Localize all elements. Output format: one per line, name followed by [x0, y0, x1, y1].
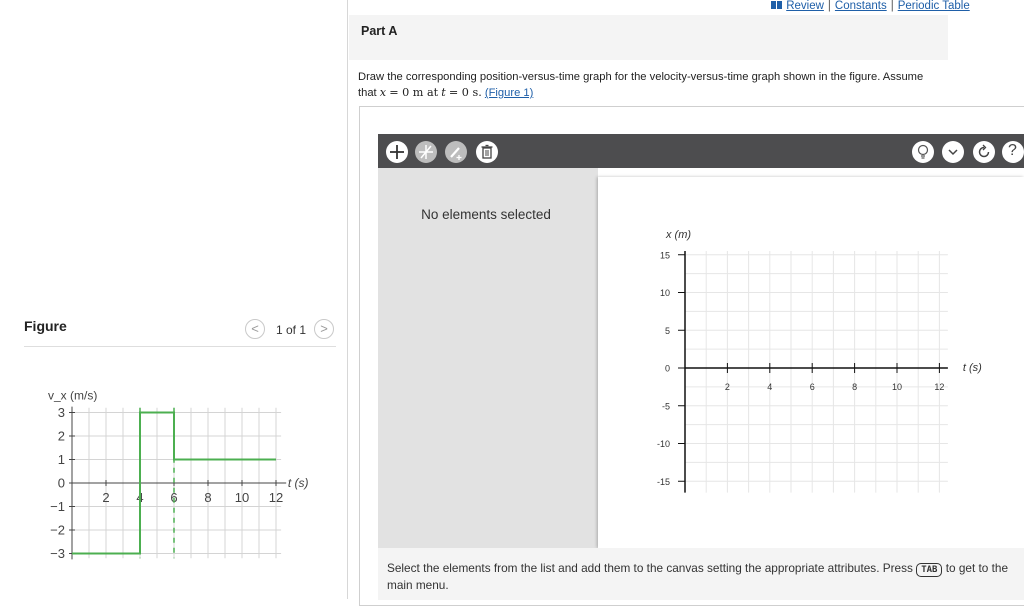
question-line-1: Draw the corresponding position-versus-time graph for the velocity-versus-time graph shown in the figure. Assume [358, 71, 924, 83]
review-link[interactable]: Review [786, 0, 824, 12]
vt-y-tick-label: −3 [50, 546, 65, 561]
position-time-graph[interactable] [598, 177, 1024, 548]
tab-key-badge: TAB [916, 563, 942, 577]
xt-y-tick-label: -15 [656, 476, 670, 487]
pencil-plus-icon [445, 141, 467, 163]
status-text [387, 560, 1024, 594]
cross-pick-icon [415, 141, 437, 163]
book-icon [771, 0, 783, 8]
vt-y-tick-label: 3 [57, 405, 65, 420]
chevron-right-icon: > [320, 321, 328, 336]
hint-button[interactable] [912, 141, 934, 163]
xt-x-tick-label: 12 [934, 382, 945, 392]
elements-panel [378, 168, 598, 548]
figure-title: Figure [24, 318, 67, 334]
reset-icon [973, 141, 995, 163]
xt-grid [685, 251, 948, 493]
vt-x-tick-label: 12 [268, 490, 284, 505]
help-button[interactable] [1002, 141, 1024, 163]
prev-figure-button[interactable] [245, 319, 265, 339]
constants-link[interactable]: Constants [834, 0, 887, 12]
vt-y-axis-label: v_x (m/s) [48, 388, 98, 403]
xt-x-tick-label: 6 [809, 382, 815, 392]
question-eq2: = 0 s. [448, 86, 482, 99]
question-word: that [358, 87, 377, 99]
vt-x-tick-label: 4 [136, 490, 144, 505]
var-t: t [441, 86, 446, 99]
figure-counter: 1 of 1 [276, 323, 307, 337]
question-text [358, 70, 958, 101]
var-x: x [379, 86, 387, 99]
link-separator: | [890, 0, 894, 12]
part-header [349, 15, 948, 60]
trash-icon [476, 141, 498, 163]
xt-y-tick-label: 10 [659, 288, 670, 298]
options-dropdown-button[interactable] [942, 141, 964, 163]
edit-point-tool-button[interactable] [445, 141, 467, 163]
vt-x-tick-label: 6 [170, 490, 178, 505]
xt-x-tick-label: 8 [852, 382, 858, 392]
xt-y-tick-label: -5 [661, 401, 670, 412]
chevron-left-icon: < [251, 321, 259, 336]
lightbulb-icon [912, 141, 934, 163]
question-eq1: = 0 m at [389, 86, 439, 99]
reset-button[interactable] [973, 141, 995, 163]
xt-y-tick-label: 15 [659, 250, 670, 261]
xt-x-tick-label: 2 [724, 382, 730, 392]
xt-y-axis-label: x (m) [666, 228, 692, 241]
vt-y-tick-label: 2 [57, 428, 65, 444]
question-mark-icon: ? [1008, 142, 1017, 159]
part-label: Part A [361, 24, 398, 38]
no-elements-text: No elements selected [421, 207, 551, 222]
vt-x-tick-label: 10 [234, 490, 250, 505]
status-text-after: to get to the main menu. [387, 561, 1009, 592]
vt-x-tick-label: 2 [102, 490, 110, 505]
drawing-canvas[interactable] [598, 177, 1024, 548]
xt-x-tick-label: 10 [891, 382, 903, 392]
add-tool-button[interactable] [386, 141, 408, 163]
vt-y-tick-label: 0 [57, 475, 65, 491]
next-figure-button[interactable] [314, 319, 334, 339]
status-text-before: Select the elements from the list and add them to the canvas setting the appropriate attributes. Press [387, 561, 913, 575]
resource-links [771, 0, 970, 12]
velocity-time-graph [0, 375, 345, 565]
vt-y-tick-label: 1 [57, 452, 65, 467]
select-tool-button[interactable] [415, 141, 437, 163]
xt-y-tick-label: 5 [664, 325, 670, 336]
link-separator: | [827, 0, 831, 12]
xt-y-tick-label: -10 [656, 439, 670, 449]
chevron-down-icon [942, 141, 964, 163]
pane-divider [347, 0, 348, 599]
plus-icon [386, 141, 408, 163]
vt-x-axis-label: t (s) [287, 476, 309, 490]
figure-link[interactable]: (Figure 1) [484, 87, 534, 99]
vt-y-tick-label: −1 [50, 499, 65, 514]
xt-x-tick-label: 4 [767, 382, 773, 392]
delete-tool-button[interactable] [476, 141, 498, 163]
periodic-table-link[interactable]: Periodic Table [897, 0, 970, 12]
vt-x-tick-label: 8 [204, 490, 212, 505]
vt-y-tick-label: −2 [50, 522, 65, 538]
xt-x-axis-label: t (s) [962, 362, 982, 374]
xt-y-tick-label: 0 [664, 363, 670, 374]
figure-rule [24, 346, 336, 347]
